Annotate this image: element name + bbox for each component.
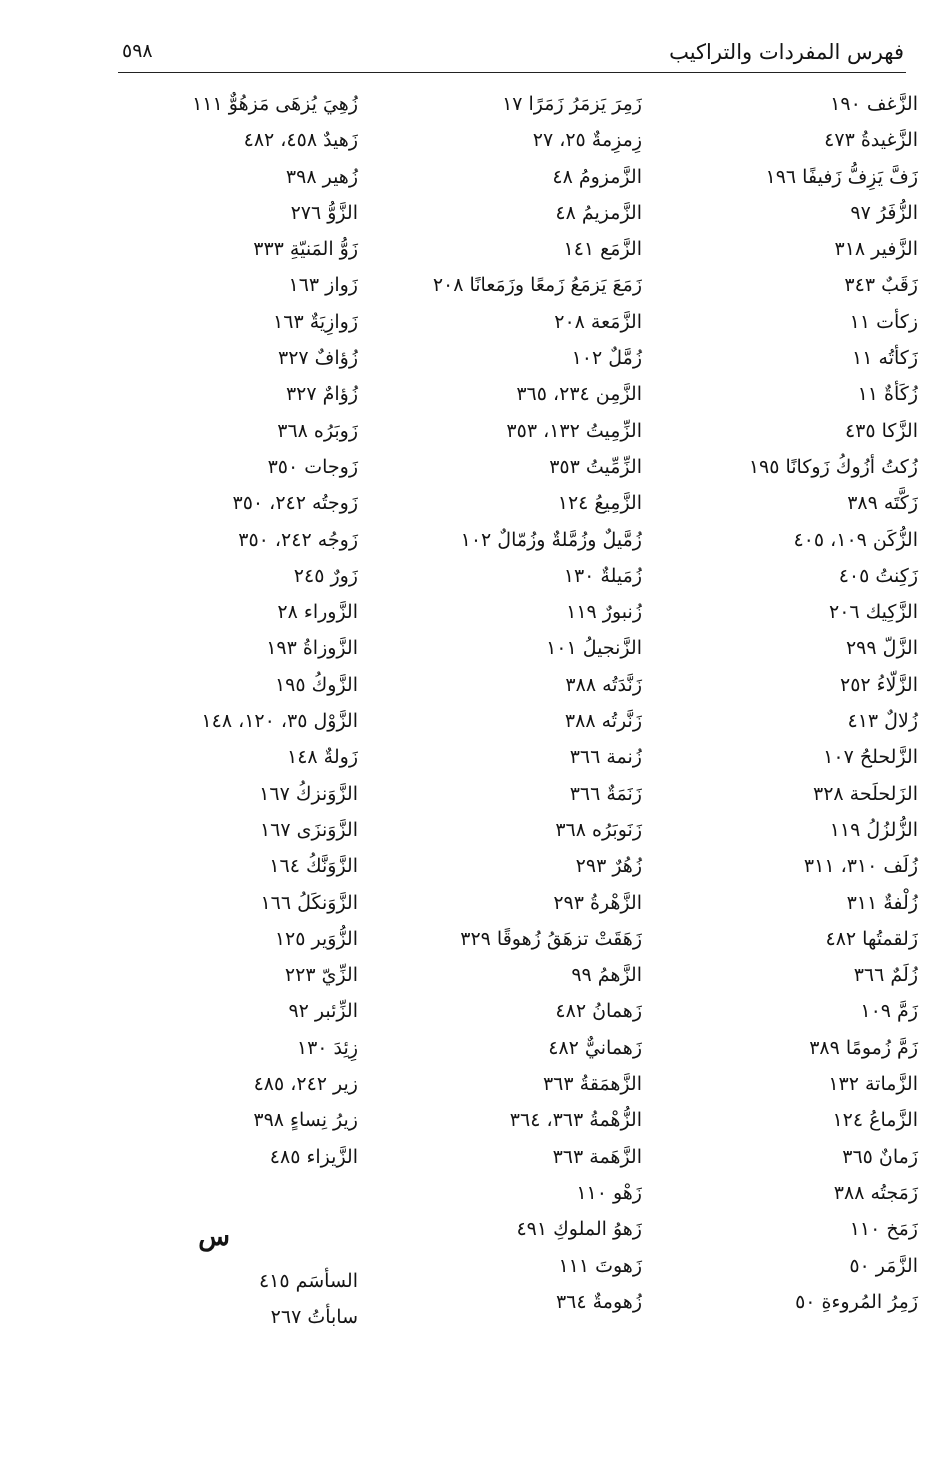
index-entry: زَولةٌ ١٤٨ <box>287 746 358 769</box>
index-entry: زُؤافٌ ٣٢٧ <box>278 347 358 370</box>
index-entry: زَمِرَ يَزمَرُ زَمَرًا ١٧ <box>502 93 642 115</box>
index-entry: الزَّمِن ٢٣٤، ٣٦٥ <box>516 383 642 406</box>
index-entry: زَوجات ٣٥٠ <box>267 455 358 478</box>
index-entry: الزَّمزومُ ٤٨ <box>552 165 642 188</box>
index-entry: زُهير ٣٩٨ <box>285 165 358 188</box>
index-entry: الزَّمَعة ٢٠٨ <box>554 310 642 333</box>
index-entry: زَنَوبَرُه ٣٦٨ <box>555 818 642 841</box>
index-entry: الزُّهْمةُ ٣٦٣، ٣٦٤ <box>509 1109 642 1132</box>
index-entry: الزَّوكُ ١٩٥ <box>274 673 358 696</box>
index-entry: الزَّوَنكَلُ ١٦٦ <box>260 891 358 914</box>
index-entry: السأسَم ٤١٥ <box>258 1269 358 1292</box>
index-entry: الزَّمزيمُ ٤٨ <box>555 201 642 224</box>
index-entry: الزَّمِيعُ ١٢٤ <box>557 492 642 515</box>
index-entry: زَمِرُ المُروءةِ ٥٠ <box>795 1290 918 1313</box>
running-title: فهرس المفردات والتراكيب <box>669 40 904 64</box>
index-entry: الزَّهْرةُ ٢٩٣ <box>553 891 642 914</box>
index-entry: زيرُ نِساءٍ ٣٩٨ <box>253 1109 358 1132</box>
section-letter-heading: س <box>198 1221 230 1252</box>
index-entry: الزَّكِيك ٢٠٦ <box>828 601 918 624</box>
index-entry: زُلَمٌ ٣٦٦ <box>853 964 918 987</box>
index-entry: زَهوُ الملوكِ ٤٩١ <box>516 1218 642 1241</box>
index-entry: الزَّلحلحُ ١٠٧ <box>823 746 918 769</box>
index-entry: الزُّلزُلُ ١١٩ <box>829 818 918 841</box>
index-entry: الزَّيزاء ٤٨٥ <box>269 1145 358 1168</box>
index-entry: زَهيدٌ ٤٥٨، ٤٨٢ <box>243 129 358 152</box>
index-entry: زَهْو ١١٠ <box>576 1181 642 1204</box>
index-entry: الزَلحلَحة ٣٢٨ <box>812 782 918 805</box>
index-entry: زَمانٌ ٣٦٥ <box>842 1145 918 1168</box>
index-entry: الزَّماعُ ١٢٤ <box>832 1109 918 1132</box>
index-entry: زَفَّ يَزِفُّ زَفيفًا ١٩٦ <box>765 165 918 188</box>
index-entry: الزُّكَن ١٠٩، ٤٠٥ <box>793 528 918 551</box>
index-entry: زَمَعَ يَزمَعُ زَمعًا وزَمَعانًا ٢٠٨ <box>432 274 642 297</box>
index-entry: الزَّهمُ ٩٩ <box>571 964 642 987</box>
index-entry: زَهمانيٌّ ٤٨٢ <box>548 1036 642 1059</box>
index-entry: زَلقمتُها ٤٨٢ <box>825 927 918 950</box>
index-entry: زَوبَرُه ٣٦٨ <box>277 419 358 442</box>
index-entry: زُهِيَ يُزهَى مَزهُوٌّ ١١١ <box>192 93 358 115</box>
page-number: ٥٩٨ <box>122 40 153 62</box>
index-entry: زُلَف ٣١٠، ٣١١ <box>803 855 918 878</box>
index-entry: زُلْفةٌ ٣١١ <box>846 891 918 914</box>
index-entry: زَهَقَتْ تزهَقُ زُهوقًا ٣٢٩ <box>460 927 642 950</box>
index-entry: الزَّنجيلُ ١٠١ <box>546 637 642 660</box>
index-entry: زُنمة ٣٦٦ <box>569 746 642 769</box>
index-entry: الزَّوَنزَى ١٦٧ <box>259 818 358 841</box>
index-entry: زَمَّ ١٠٩ <box>860 1000 918 1023</box>
index-entry: الزَّفير ٣١٨ <box>834 238 918 261</box>
index-entry: الزَّوُّ ٢٧٦ <box>290 201 358 224</box>
index-entry: زُكَأةٌ ١١ <box>857 383 918 406</box>
index-entry: زَهمانُ ٤٨٢ <box>555 1000 642 1023</box>
index-entry: زُهومةٌ ٣٦٤ <box>555 1290 642 1313</box>
index-entry: زُهُرٌ ٢٩٣ <box>575 855 642 878</box>
index-entry: سابأتُ ٢٦٧ <box>270 1306 358 1329</box>
index-entry: زَوُّ المَنيّةِ ٣٣٣ <box>253 238 358 261</box>
index-entry: زَمَخ ١١٠ <box>849 1218 918 1241</box>
index-entry: الزَّوراء ٢٨ <box>277 601 358 624</box>
index-entry: زُكتُ أزُوكُ زَوكانًا ١٩٥ <box>748 455 918 478</box>
index-entry: زير ٢٤٢، ٤٨٥ <box>253 1073 358 1096</box>
index-entry: زِمزِمةٌ ٢٥، ٢٧ <box>532 129 642 152</box>
index-entry: الزُّوَير ١٢٥ <box>274 927 358 950</box>
index-entry: الزَّغيدةُ ٤٧٣ <box>824 129 918 152</box>
index-entry: زُنبورٌ ١١٩ <box>566 601 642 624</box>
index-entry: الزَّهَمة ٣٦٣ <box>552 1145 642 1168</box>
index-entry: الزِّمِيتُ ١٣٢، ٣٥٣ <box>506 419 642 442</box>
page-header <box>118 36 906 73</box>
index-entry: الزُّفَرُ ٩٧ <box>850 201 918 224</box>
index-entry: زُمَّلٌ ١٠٢ <box>571 347 642 370</box>
index-entry: زَوجُه ٢٤٢، ٣٥٠ <box>238 528 358 551</box>
index-entry: زَنَمَةٌ ٣٦٦ <box>569 782 642 805</box>
index-entry: زَمَجتُه ٣٨٨ <box>833 1181 918 1204</box>
index-entry: الزَّوْل ٣٥، ١٢٠، ١٤٨ <box>201 710 358 733</box>
index-column-middle <box>342 86 642 1320</box>
index-entry: زَوجتُه ٢٤٢، ٣٥٠ <box>232 492 358 515</box>
index-entry: زُلالٌ ٤١٣ <box>847 710 918 733</box>
index-entry: الزِّمِّيتُ ٣٥٣ <box>549 455 642 478</box>
index-entry: الزِّئبر ٩٢ <box>288 1000 358 1023</box>
index-entry: الزَّلّ ٢٩٩ <box>845 637 918 660</box>
index-entry: زُمَيلةٌ ١٣٠ <box>563 564 642 587</box>
index-entry: زَكَّتَه ٣٨٩ <box>847 492 918 515</box>
index-entry: زُؤامٌ ٣٢٧ <box>285 383 358 406</box>
index-entry: الزَّمَر ٥٠ <box>849 1254 918 1277</box>
index-entry: زَقَبٌ ٣٤٣ <box>844 274 918 297</box>
index-entry: زَهوتَ ١١١ <box>558 1254 642 1277</box>
index-entry: الزَّوزاةُ ١٩٣ <box>266 637 358 660</box>
index-entry: الزَّمَع ١٤١ <box>563 238 642 261</box>
index-entry: الزَّوَنَّكُ ١٦٤ <box>269 855 358 878</box>
index-entry: زَنَّرتُه ٣٨٨ <box>564 710 642 733</box>
index-entry: الزَّماتة ١٣٢ <box>828 1073 918 1096</box>
index-entry: الزَّكا ٤٣٥ <box>844 419 918 442</box>
index-entry: الزَّهمَقةُ ٣٦٣ <box>542 1073 642 1096</box>
index-entry: زَمَّ زُمومًا ٣٨٩ <box>809 1036 918 1059</box>
index-entry: الزَّغف ١٩٠ <box>830 93 918 115</box>
index-column-right <box>698 86 918 1320</box>
index-entry: زَكِنتُ ٤٠٥ <box>838 564 918 587</box>
index-entry: زَورٌ ٢٤٥ <box>293 564 358 587</box>
index-entry: الزَّوَنزكُ ١٦٧ <box>259 782 358 805</box>
index-column-left <box>48 86 358 1336</box>
index-entry: زكأت ١١ <box>849 310 918 333</box>
index-entry: زَوازِيَةٌ ١٦٣ <box>273 310 358 333</box>
index-entry: زُمَّيلٌ وزُمَّلةٌ وزُمّالٌ ١٠٢ <box>460 528 642 551</box>
index-entry: الزِّيّ ٢٢٣ <box>284 964 358 987</box>
index-entry: زَنَّدَتُه ٣٨٨ <box>565 673 642 696</box>
index-entry: زَواز ١٦٣ <box>288 274 358 297</box>
index-entry: زِئِدَ ١٣٠ <box>296 1036 358 1059</box>
index-entry: الزَّلّاءُ ٢٥٢ <box>840 673 918 696</box>
index-entry: زَكأتُه ١١ <box>852 347 918 370</box>
